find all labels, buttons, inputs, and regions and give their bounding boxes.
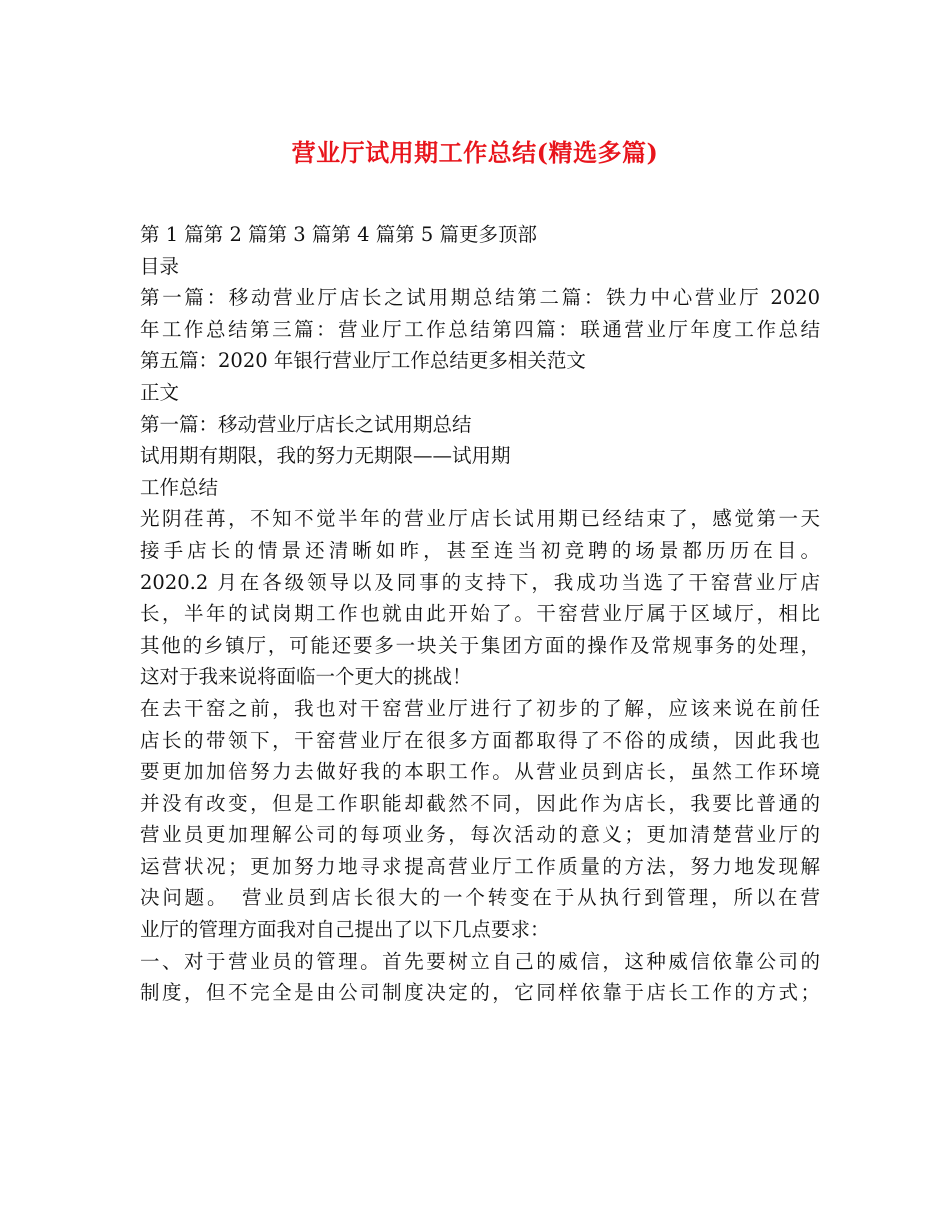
text-line: 这对于我来说将面临一个更大的挑战！ <box>140 665 472 689</box>
text-line: 运营状况；更加努力地寻求提高营业厅工作质量的方法，努力地发现解 <box>140 854 820 878</box>
text-line: 接手店长的情景还清晰如昨，甚至连当初竞聘的场景都历历在目。 <box>140 538 820 562</box>
text-line: 第一篇：移动营业厅店长之试用期总结 <box>140 412 472 436</box>
text-line: 年工作总结第三篇：营业厅工作总结第四篇：联通营业厅年度工作总结 <box>140 317 820 341</box>
text-line: 目录 <box>140 254 180 278</box>
text-line: 在去干窑之前，我也对干窑营业厅进行了初步的了解，应该来说在前任 <box>140 696 820 720</box>
text-line: 长，半年的试岗期工作也就由此开始了。干窑营业厅属于区域厅，相比 <box>140 602 820 626</box>
text-line: 第五篇：2020 年银行营业厅工作总结更多相关范文 <box>140 349 586 373</box>
text-line: 营业员更加理解公司的每项业务，每次活动的意义；更加清楚营业厅的 <box>140 823 820 847</box>
text-line: 要更加加倍努力去做好我的本职工作。从营业员到店长，虽然工作环境 <box>140 760 820 784</box>
document-body <box>140 219 820 1009</box>
text-line: 第一篇：移动营业厅店长之试用期总结第二篇：铁力中心营业厅 2020 <box>140 286 820 310</box>
text-line: 光阴荏苒，不知不觉半年的营业厅店长试用期已经结束了，感觉第一天 <box>140 507 820 531</box>
text-line: 并没有改变，但是工作职能却截然不同，因此作为店长，我要比普通的 <box>140 791 820 815</box>
text-line: 制度，但不完全是由公司制度决定的，它同样依靠于店长工作的方式； <box>140 981 820 1005</box>
text-line: 一、对于营业员的管理。首先要树立自己的威信，这种威信依靠公司的 <box>140 949 820 973</box>
text-line: 第 1 篇第 2 篇第 3 篇第 4 篇第 5 篇更多顶部 <box>140 223 538 246</box>
text-line: 店长的带领下，干窑营业厅在很多方面都取得了不俗的成绩，因此我也 <box>140 728 820 752</box>
document-title: 营业厅试用期工作总结(精选多篇) <box>291 138 659 167</box>
text-line: 业厅的管理方面我对自己提出了以下几点要求： <box>140 918 550 942</box>
text-line: 试用期有期限，我的努力无期限——试用期 <box>140 444 511 468</box>
text-line: 2020.2 月在各级领导以及同事的支持下，我成功当选了干窑营业厅店 <box>140 570 820 594</box>
text-line: 决问题。 营业员到店长很大的一个转变在于从执行到管理，所以在营 <box>140 886 820 910</box>
text-line: 其他的乡镇厅，可能还要多一块关于集团方面的操作及常规事务的处理， <box>140 633 820 657</box>
text-line: 正文 <box>140 380 180 404</box>
text-line: 工作总结 <box>140 475 219 499</box>
